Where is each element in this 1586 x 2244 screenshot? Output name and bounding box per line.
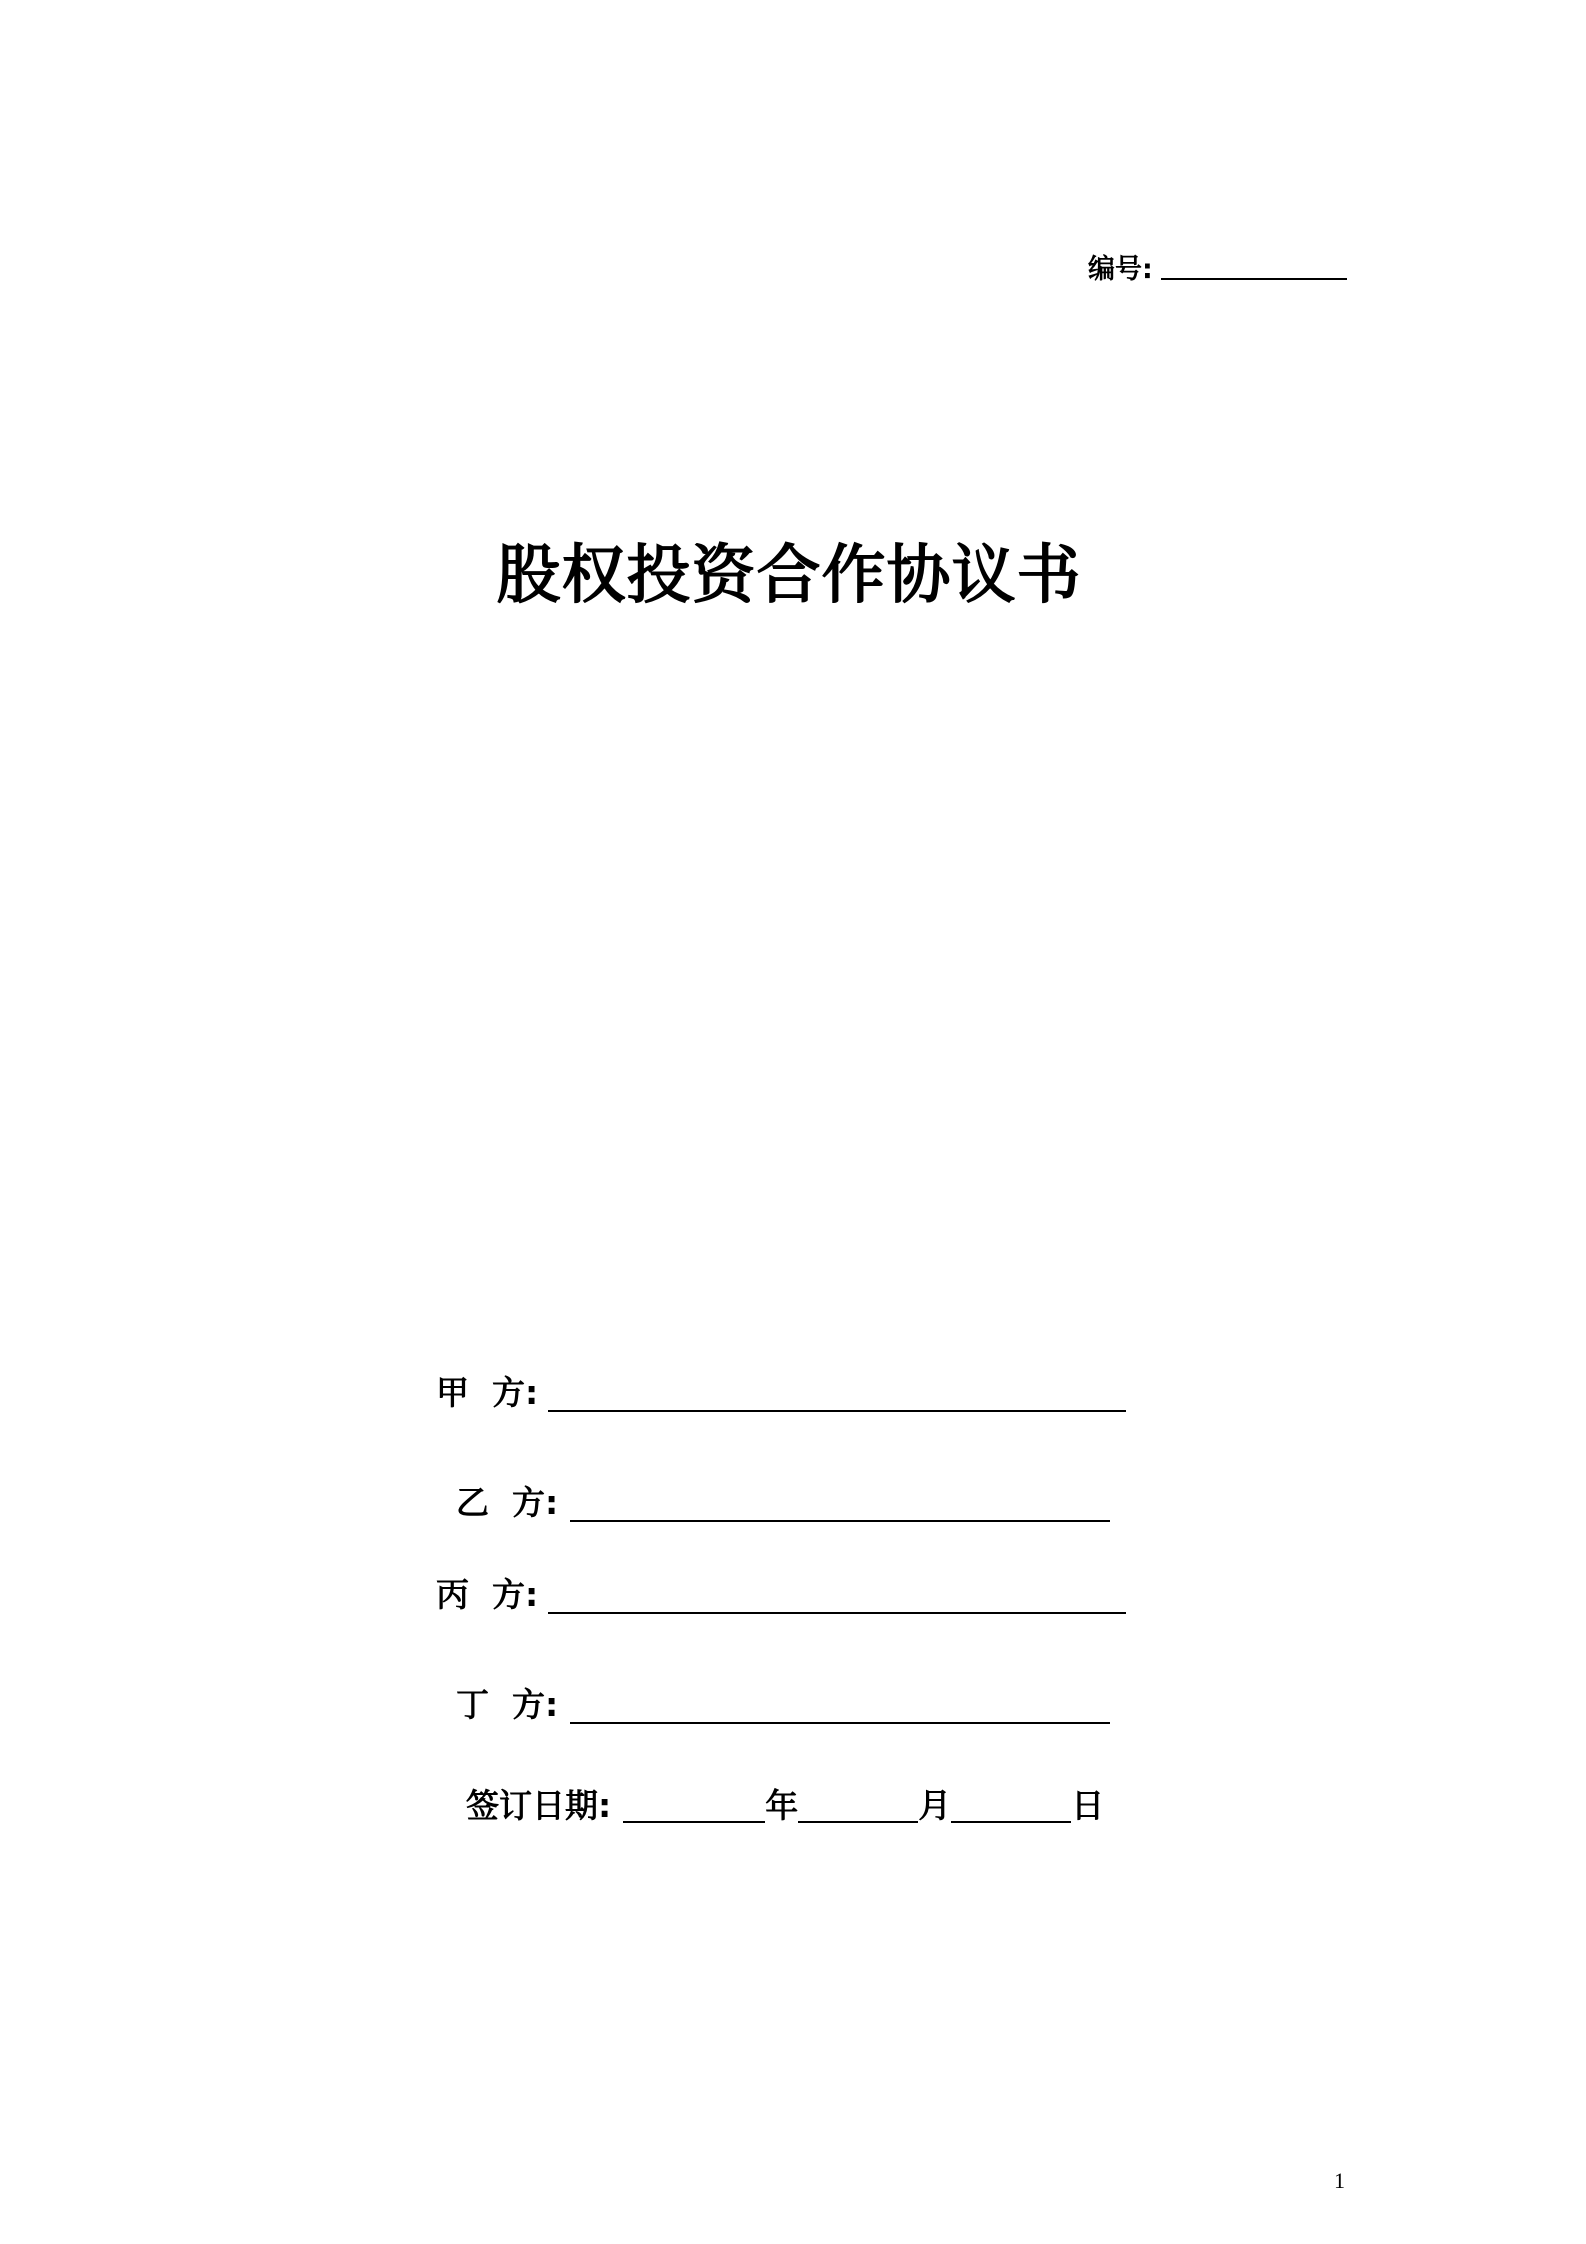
party-c-blank (548, 1612, 1126, 1614)
page-number: 1 (1334, 2168, 1345, 2193)
party-b-field (456, 1478, 1110, 1528)
month-label: 月 (918, 1786, 952, 1825)
day-label: 日 (1071, 1786, 1105, 1825)
serial-number-blank (1161, 278, 1347, 280)
month-blank (798, 1821, 918, 1823)
party-a-blank (548, 1410, 1126, 1412)
party-a-label: 甲 方: (436, 1373, 539, 1412)
party-a-field (436, 1368, 1126, 1418)
party-d-field (456, 1680, 1110, 1730)
party-d-label: 丁 方: (456, 1685, 559, 1724)
year-label: 年 (765, 1786, 799, 1825)
party-c-field (436, 1570, 1126, 1620)
party-c-label: 丙 方: (436, 1575, 539, 1614)
serial-number-field (1088, 240, 1347, 286)
document-title: 股权投资合作协议书 (496, 539, 1082, 613)
year-blank (623, 1821, 765, 1823)
signing-date-field (466, 1780, 1104, 1832)
party-d-blank (570, 1722, 1110, 1724)
serial-number-label: 编号: (1088, 254, 1153, 285)
party-b-blank (570, 1520, 1110, 1522)
signing-date-label: 签订日期: (466, 1786, 612, 1825)
day-blank (951, 1821, 1071, 1823)
party-b-label: 乙 方: (456, 1483, 559, 1522)
